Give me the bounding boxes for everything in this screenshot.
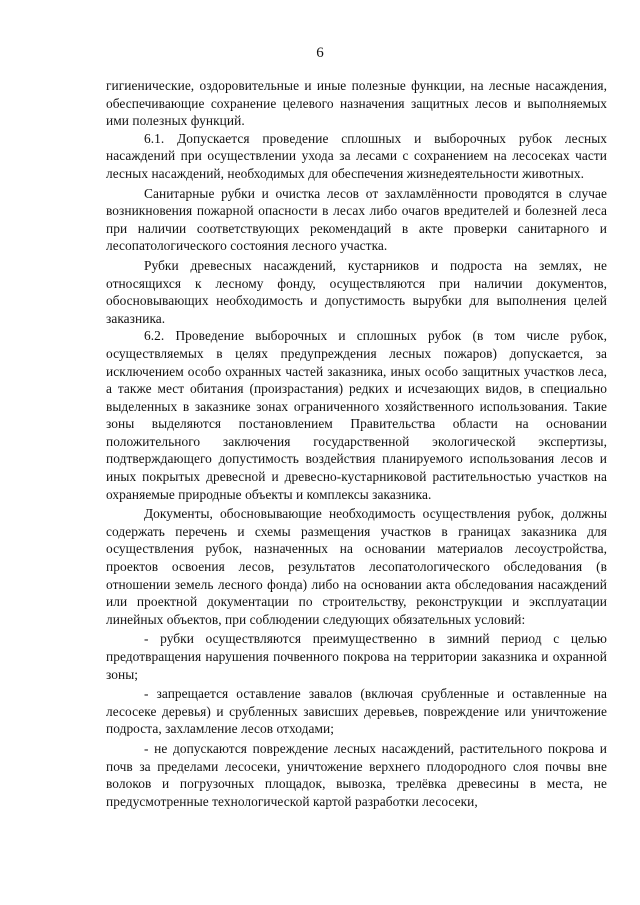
list-item-damage-prohibition: - не допускаются повреждение лесных насаждений, растительного покрова и почв за пределами лесосеки, уничтожение верхнего плодородного слоя почвы вне волоков и погрузочных площадок, вывозка, трелёвка древесины в места, не предусмотренные технологической картой разработки лесосеки,: [106, 740, 607, 809]
paragraph-justification-documents: Документы, обосновывающие необходимость осуществления рубок, должны содержать перечень и схемы размещения участков в границах заказника для осуществления рубок, назначенных на основании материалов лесоустройства, проектов освоения лесов, результатов лесопатологического обследования (в отношении земель лесного фонда) либо на основании акта обследования насаждений или проектной документации по строительству, реконструкции и эксплуатации линейных объектов, при соблюдении следующих обязательных условий:: [106, 506, 607, 627]
paragraph-continuation: гигиенические, оздоровительные и иные полезные функции, на лесные насаждения, обеспечивающие сохранение целевого назначения защитных лесов и выполняемых ими полезных функций.: [106, 78, 607, 129]
paragraph-6-2: 6.2. Проведение выборочных и сплошных рубок (в том числе рубок, осуществляемых в целях предупреждения лесных пожаров) допускается, за исключением особо охранных частей заказника, иных особо защитных участков леса, а также мест обитания (произрастания) редких и исчезающих видов, в специально выделенных в заказнике зонах ограниченного хозяйственного использования. Такие зоны выделяются постановлением Правительства области на основании положительного заключения государственной экологической экспертизы, подтверждающего допустимость воздействия планируемого использования лесов и иных покрытых древесной и древесно-кустарниковой растительностью участков на охраняемые природные объекты и комплексы заказника.: [106, 328, 607, 502]
page-number: 6: [316, 45, 324, 61]
paragraph-sanitary-cutting: Санитарные рубки и очистка лесов от захламлённости проводятся в случае возникновения пожарной опасности в лесах либо очагов вредителей и болезней леса при наличии соответствующих рекомендаций в акте проверки санитарного и лесопатологического состояния лесного участка.: [106, 185, 607, 254]
document-body: [106, 77, 607, 810]
list-item-winter-cutting: - рубки осуществляются преимущественно в зимний период с целью предотвращения нарушения почвенного покрова на территории заказника и охранной зоны;: [106, 631, 607, 682]
paragraph-6-1: 6.1. Допускается проведение сплошных и выборочных рубок лесных насаждений при осуществлении ухода за лесами с сохранением на лесосеках части лесных насаждений, необходимых для обеспечения жизнедеятельности животных.: [106, 130, 607, 181]
list-item-debris-prohibition: - запрещается оставление завалов (включая срубленные и оставленные на лесосеке деревья) и срубленных зависших деревьев, повреждение или уничтожение подроста, захламление лесов отходами;: [106, 686, 607, 737]
paragraph-non-forest-cutting: Рубки древесных насаждений, кустарников и подроста на землях, не относящихся к лесному фонду, осуществляются при наличии документов, обосновывающих необходимость и допустимость вырубки для выполнения целей заказника.: [106, 257, 607, 326]
